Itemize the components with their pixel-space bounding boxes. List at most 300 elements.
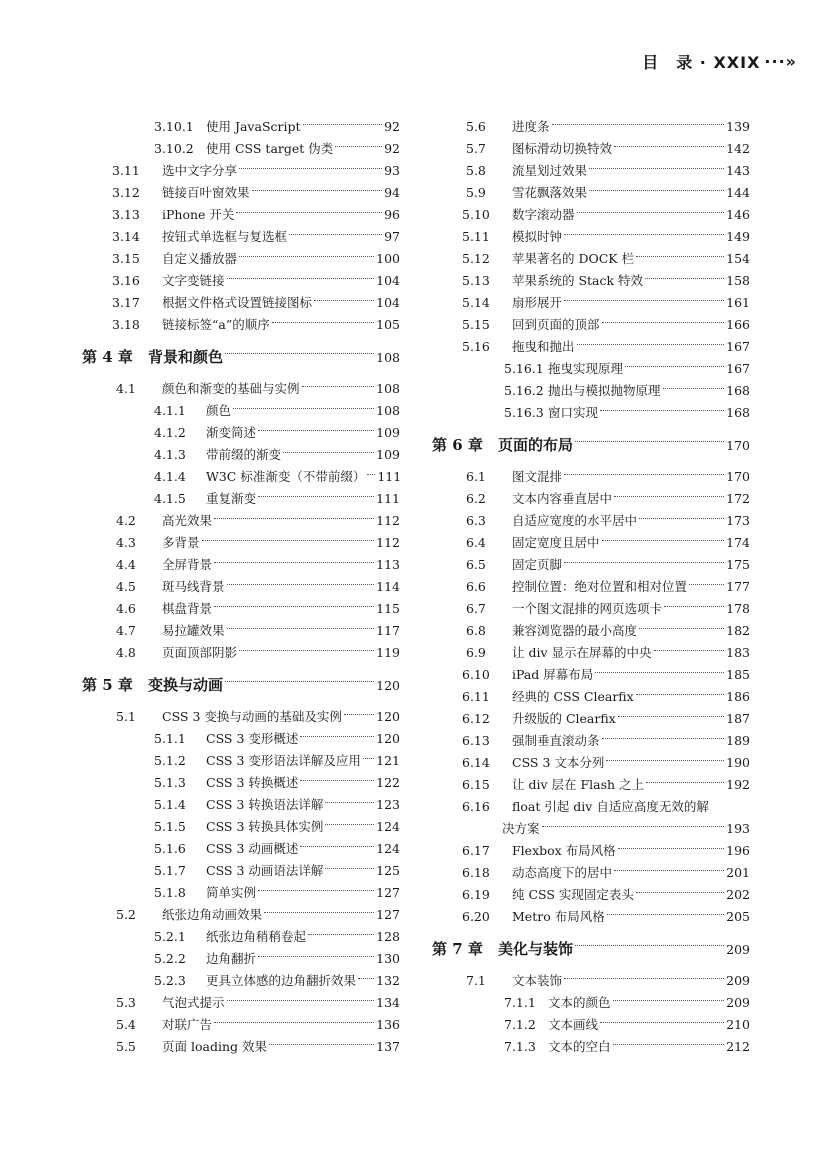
leader-dots	[636, 892, 724, 893]
toc-entry-title: CSS 3 动画语法详解	[206, 863, 324, 878]
toc-entry-title: 文本装饰	[512, 973, 563, 988]
toc-entry	[432, 992, 750, 1014]
toc-entry-number: 6.4	[466, 535, 486, 550]
toc-entry-page: 186	[726, 689, 750, 704]
leader-dots	[618, 848, 724, 849]
toc-entry-page: 120	[376, 709, 400, 724]
toc-entry	[82, 138, 400, 160]
toc-entry-page: 115	[376, 601, 400, 616]
leader-dots	[252, 190, 383, 191]
toc-entry-title: 让 div 显示在屏幕的中央	[512, 645, 652, 660]
toc-entry	[432, 906, 750, 928]
toc-entry-number: 6.6	[466, 579, 486, 594]
leader-dots	[269, 1044, 374, 1045]
toc-entry	[82, 882, 400, 904]
toc-entry-number: 4.5	[116, 579, 136, 594]
toc-entry-page: 108	[376, 381, 400, 396]
toc-entry-number: 5.1.2	[154, 753, 186, 768]
toc-entry-title: Flexbox 布局风格	[512, 843, 616, 858]
toc-entry-title: Metro 布局风格	[512, 909, 605, 924]
leader-dots	[236, 212, 382, 213]
toc-entry	[432, 840, 750, 862]
toc-entry-number: 4.1.5	[154, 491, 186, 506]
toc-entry	[82, 116, 400, 138]
toc-entry-page: 192	[726, 777, 750, 792]
toc-entry-number: 5.3	[116, 995, 136, 1010]
toc-entry-page: 125	[376, 863, 400, 878]
toc-entry-title: 强制垂直滚动条	[512, 733, 600, 748]
toc-entry	[432, 576, 750, 598]
toc-entry-number: 4.1.4	[154, 469, 186, 484]
toc-entry-number: 5.1.8	[154, 885, 186, 900]
toc-entry-page: 136	[376, 1017, 400, 1032]
toc-entry	[82, 510, 400, 532]
toc-entry-number: 6.10	[462, 667, 490, 682]
toc-entry-title: CSS 3 转换语法详解	[206, 797, 324, 812]
toc-entry-page: 123	[376, 797, 400, 812]
toc-entry	[82, 314, 400, 336]
toc-entry-title: 文本的颜色	[548, 995, 611, 1010]
toc-entry-title: 页面 loading 效果	[162, 1039, 267, 1054]
toc-entry-title: 一个图文混排的网页选项卡	[512, 601, 663, 616]
leader-dots	[614, 870, 724, 871]
leader-dots	[335, 146, 382, 147]
leader-dots	[577, 212, 725, 213]
leader-dots	[367, 474, 375, 475]
toc-entry	[82, 838, 400, 860]
toc-entry	[432, 1014, 750, 1036]
toc-entry	[432, 862, 750, 884]
toc-entry-page: 161	[726, 295, 750, 310]
toc-entry-title: 图文混排	[512, 469, 563, 484]
toc-entry-page: 146	[726, 207, 750, 222]
toc-entry-title: 纸张边角稍稍卷起	[206, 929, 307, 944]
toc-entry-number: 6.7	[466, 601, 486, 616]
toc-entry-page: 97	[384, 229, 400, 244]
leader-dots	[639, 518, 724, 519]
toc-entry-title: 自适应宽度的水平居中	[512, 513, 638, 528]
toc-entry-title: 渐变简述	[206, 425, 257, 440]
toc-entry-title: 动态高度下的居中	[512, 865, 613, 880]
toc-entry-number: 3.15	[112, 251, 140, 266]
toc-entry-page: 119	[376, 645, 400, 660]
arrow-icon: ···»	[764, 52, 797, 71]
leader-dots	[636, 694, 724, 695]
toc-entry-page: 120	[376, 678, 400, 693]
toc-entry-page: 105	[376, 317, 400, 332]
toc-entry-page: 175	[726, 557, 750, 572]
leader-dots	[344, 714, 374, 715]
toc-entry	[432, 226, 750, 248]
toc-entry-number: 3.10.2	[154, 141, 194, 156]
toc-entry-title: 雪花飘落效果	[512, 185, 588, 200]
toc-chapter	[432, 430, 750, 460]
leader-dots	[613, 1044, 725, 1045]
toc-entry-number: 6.15	[462, 777, 490, 792]
leader-dots	[606, 760, 724, 761]
leader-dots	[258, 430, 374, 431]
leader-dots	[664, 606, 724, 607]
leader-dots	[363, 758, 374, 759]
toc-entry	[432, 380, 750, 402]
toc-entry-number: 5.1.5	[154, 819, 186, 834]
toc-entry	[432, 336, 750, 358]
header-text: 目 录 · XXIX	[642, 53, 761, 72]
toc-entry	[82, 466, 400, 488]
toc-entry	[82, 444, 400, 466]
leader-dots	[600, 1022, 724, 1023]
leader-dots	[300, 780, 374, 781]
toc-entry-number: 5.1.3	[154, 775, 186, 790]
leader-dots	[258, 956, 374, 957]
leader-dots	[564, 978, 724, 979]
leader-dots	[227, 628, 375, 629]
toc-entry-title: 文字变链接	[162, 273, 225, 288]
toc-entry-page: 104	[376, 295, 400, 310]
toc-entry-number: 3.17	[112, 295, 140, 310]
toc-entry-page: 113	[376, 557, 400, 572]
toc-entry-title: iPad 屏幕布局	[512, 667, 594, 682]
toc-entry-title: 扇形展开	[512, 295, 563, 310]
toc-entry	[82, 182, 400, 204]
toc-entry-page: 109	[376, 447, 400, 462]
leader-dots	[300, 846, 374, 847]
toc-entry-number: 4.8	[116, 645, 136, 660]
toc-entry-title: CSS 3 转换具体实例	[206, 819, 324, 834]
toc-entry-number: 5.12	[462, 251, 490, 266]
toc-entry-title: 链接标签“a”的顺序	[162, 317, 270, 332]
toc-entry	[432, 314, 750, 336]
toc-entry-number: 5.6	[466, 119, 486, 134]
toc-entry-title: CSS 3 文本分列	[512, 755, 605, 770]
toc-entry-page: 173	[726, 513, 750, 528]
leader-dots	[689, 584, 724, 585]
toc-entry-number: 6.19	[462, 887, 490, 902]
toc-entry	[82, 642, 400, 664]
toc-entry-title-cont: 决方案	[502, 821, 540, 836]
toc-entry-title: 纯 CSS 实现固定表头	[512, 887, 634, 902]
toc-entry-title: 控制位置：绝对位置和相对位置	[512, 579, 688, 594]
toc-entry-title: 页面顶部阴影	[162, 645, 238, 660]
toc-entry-number: 5.16	[462, 339, 490, 354]
toc-entry-number: 5.1	[116, 709, 136, 724]
toc-entry	[82, 706, 400, 728]
toc-entry-title: 使用 JavaScript	[206, 119, 301, 134]
toc-entry-page: 100	[376, 251, 400, 266]
toc-entry	[82, 904, 400, 926]
toc-entry	[432, 774, 750, 796]
leader-dots	[325, 824, 374, 825]
toc-entry-number: 6.9	[466, 645, 486, 660]
leader-dots	[308, 934, 374, 935]
toc-entry-number: 4.1.2	[154, 425, 186, 440]
toc-entry-number: 5.4	[116, 1017, 136, 1032]
toc-entry-title: 拖曳实现原理	[548, 361, 624, 376]
toc-entry-title: 窗口实现	[548, 405, 599, 420]
toc-entry-number: 4.2	[116, 513, 136, 528]
toc-entry-number: 3.10.1	[154, 119, 194, 134]
toc-entry-number: 5.9	[466, 185, 486, 200]
toc-entry-number: 5.15	[462, 317, 490, 332]
toc-entry-title: 固定页脚	[512, 557, 563, 572]
toc-entry-page: 112	[376, 513, 400, 528]
toc-entry-number: 5.2.1	[154, 929, 186, 944]
toc-entry	[82, 378, 400, 400]
toc-entry-page: 104	[376, 273, 400, 288]
toc-entry	[82, 422, 400, 444]
leader-dots	[636, 256, 724, 257]
toc-entry-title: 气泡式提示	[162, 995, 225, 1010]
toc-entry	[82, 576, 400, 598]
toc-entry	[432, 752, 750, 774]
toc-entry-number: 5.1.1	[154, 731, 186, 746]
toc-entry-page: 122	[376, 775, 400, 790]
toc-entry	[82, 292, 400, 314]
toc-entry	[82, 400, 400, 422]
toc-entry	[432, 488, 750, 510]
toc-entry-title: 固定宽度且居中	[512, 535, 600, 550]
toc-entry	[82, 992, 400, 1014]
toc-entry-number: 第 6 章	[432, 436, 483, 454]
toc-entry-number: 6.14	[462, 755, 490, 770]
toc-entry-number: 6.3	[466, 513, 486, 528]
toc-entry-page: 168	[726, 383, 750, 398]
toc-entry-number: 第 5 章	[82, 676, 133, 694]
toc-entry-title: CSS 3 变换与动画的基础及实例	[162, 709, 342, 724]
toc-entry-number: 第 4 章	[82, 348, 133, 366]
leader-dots	[646, 782, 724, 783]
toc-entry-title: 拖曳和抛出	[512, 339, 575, 354]
toc-entry-number: 6.12	[462, 711, 490, 726]
toc-entry	[432, 270, 750, 292]
toc-entry-page: 142	[726, 141, 750, 156]
leader-dots	[272, 322, 374, 323]
toc-entry-title: 根据文件格式设置链接图标	[162, 295, 313, 310]
toc-entry-title: CSS 3 变形概述	[206, 731, 299, 746]
toc-entry-number: 6.1	[466, 469, 486, 484]
toc-entry-title: 苹果系统的 Stack 特效	[512, 273, 644, 288]
leader-dots	[314, 300, 374, 301]
toc-entry-number: 6.20	[462, 909, 490, 924]
toc-entry-page: 127	[376, 907, 400, 922]
toc-entry	[432, 248, 750, 270]
toc-entry-title: 易拉罐效果	[162, 623, 225, 638]
toc-entry-page: 134	[376, 995, 400, 1010]
toc-entry-title: 兼容浏览器的最小高度	[512, 623, 638, 638]
toc-entry	[82, 160, 400, 182]
toc-entry-page: 111	[376, 491, 400, 506]
toc-entry-number: 4.1	[116, 381, 136, 396]
toc-entry-number: 4.1.1	[154, 403, 186, 418]
toc-entry	[82, 970, 400, 992]
toc-entry-page: 209	[726, 942, 750, 957]
toc-entry	[82, 248, 400, 270]
toc-entry	[432, 402, 750, 424]
toc-entry	[432, 292, 750, 314]
toc-entry	[82, 750, 400, 772]
toc-entry-title: CSS 3 变形语法详解及应用	[206, 753, 361, 768]
toc-entry-number: 4.1.3	[154, 447, 186, 462]
toc-entry-page: 114	[376, 579, 400, 594]
toc-entry-title: 页面的布局	[498, 436, 574, 454]
toc-entry-page: 190	[726, 755, 750, 770]
toc-entry-number: 5.2	[116, 907, 136, 922]
toc-entry-number: 6.16	[462, 799, 490, 814]
toc-entry-page: 109	[376, 425, 400, 440]
toc-entry-page: 92	[384, 119, 400, 134]
toc-entry-title: 模拟时钟	[512, 229, 563, 244]
toc-entry	[82, 554, 400, 576]
toc-entry-number: 5.1.6	[154, 841, 186, 856]
toc-entry-title: 图标滑动切换特效	[512, 141, 613, 156]
toc-entry-number: 6.8	[466, 623, 486, 638]
leader-dots	[602, 322, 725, 323]
toc-entry-page: 127	[376, 885, 400, 900]
toc-right-column	[432, 116, 750, 1058]
toc-entry-page: 120	[376, 731, 400, 746]
toc-entry-page: 96	[384, 207, 400, 222]
leader-dots	[283, 452, 374, 453]
toc-entry-number: 4.4	[116, 557, 136, 572]
toc-entry-title: float 引起 div 自适应高度无效的解	[512, 799, 709, 814]
leader-dots	[214, 518, 374, 519]
toc-entry-number: 5.2.2	[154, 951, 186, 966]
leader-dots	[303, 124, 383, 125]
toc-entry-number: 3.13	[112, 207, 140, 222]
toc-entry-page: 185	[726, 667, 750, 682]
toc-entry-number: 5.8	[466, 163, 486, 178]
toc-entry-title: 颜色和渐变的基础与实例	[162, 381, 300, 396]
toc-entry-number: 5.16.1	[504, 361, 544, 376]
toc-entry-page: 209	[726, 995, 750, 1010]
toc-entry	[82, 816, 400, 838]
leader-dots	[302, 386, 375, 387]
toc-entry	[432, 642, 750, 664]
page-header	[642, 50, 797, 73]
leader-dots	[564, 234, 724, 235]
leader-dots	[225, 353, 374, 354]
toc-entry-number: 7.1.3	[504, 1039, 536, 1054]
toc-entry	[432, 708, 750, 730]
leader-dots	[613, 1000, 725, 1001]
toc-entry-number: 第 7 章	[432, 940, 483, 958]
toc-entry	[432, 730, 750, 752]
leader-dots	[602, 738, 725, 739]
leader-dots	[214, 1022, 374, 1023]
leader-dots	[600, 410, 724, 411]
leader-dots	[575, 441, 724, 442]
toc-entry-title: 抛出与模拟抛物原理	[548, 383, 661, 398]
leader-dots	[239, 168, 382, 169]
toc-entry	[432, 796, 750, 818]
leader-dots	[227, 584, 375, 585]
toc-entry-title: iPhone 开关	[162, 207, 235, 222]
toc-entry-number: 5.1.7	[154, 863, 186, 878]
toc-entry-title: 流星划过效果	[512, 163, 588, 178]
toc-entry-page: 178	[726, 601, 750, 616]
toc-entry-number: 5.5	[116, 1039, 136, 1054]
toc-entry-number: 3.14	[112, 229, 140, 244]
leader-dots	[225, 681, 374, 682]
leader-dots	[325, 802, 374, 803]
toc-entry-page: 121	[376, 753, 400, 768]
toc-entry-page: 168	[726, 405, 750, 420]
toc-entry-title: 背景和颜色	[148, 348, 224, 366]
toc-entry	[82, 620, 400, 642]
leader-dots	[258, 890, 374, 891]
toc-entry-title: 斑马线背景	[162, 579, 225, 594]
toc-entry-number: 6.17	[462, 843, 490, 858]
toc-entry-page: 172	[726, 491, 750, 506]
toc-entry-title: 使用 CSS target 伪类	[206, 141, 334, 156]
toc-entry-title: 文本内容垂直居中	[512, 491, 613, 506]
leader-dots	[575, 945, 724, 946]
toc-entry-page: 117	[376, 623, 400, 638]
toc-chapter	[82, 342, 400, 372]
toc-entry-number: 5.11	[462, 229, 490, 244]
leader-dots	[258, 496, 374, 497]
leader-dots	[654, 650, 725, 651]
toc-entry-page: 124	[376, 819, 400, 834]
toc-entry-number: 3.18	[112, 317, 140, 332]
leader-dots	[595, 672, 724, 673]
toc-entry-page: 158	[726, 273, 750, 288]
toc-entry	[82, 860, 400, 882]
toc-entry-page: 174	[726, 535, 750, 550]
toc-entry-number: 5.13	[462, 273, 490, 288]
toc-entry-number: 5.7	[466, 141, 486, 156]
toc-entry	[432, 664, 750, 686]
toc-entry-page: 143	[726, 163, 750, 178]
toc-entry-number: 6.13	[462, 733, 490, 748]
leader-dots	[564, 474, 724, 475]
leader-dots	[564, 562, 724, 563]
toc-entry	[82, 532, 400, 554]
toc-entry	[432, 204, 750, 226]
toc-entry-page: 210	[726, 1017, 750, 1032]
toc-entry-number: 5.2.3	[154, 973, 186, 988]
toc-entry-page: 154	[726, 251, 750, 266]
toc-entry-number: 5.1.4	[154, 797, 186, 812]
toc-entry	[432, 970, 750, 992]
toc-entry-number: 6.11	[462, 689, 490, 704]
toc-entry-page: 144	[726, 185, 750, 200]
toc-entry-page: 187	[726, 711, 750, 726]
leader-dots	[589, 168, 724, 169]
leader-dots	[542, 826, 725, 827]
toc-entry	[432, 598, 750, 620]
toc-entry-page: 170	[726, 469, 750, 484]
toc-entry	[432, 160, 750, 182]
toc-entry	[432, 620, 750, 642]
toc-entry-page: 92	[384, 141, 400, 156]
leader-dots	[614, 146, 724, 147]
leader-dots	[289, 234, 382, 235]
toc-entry-page: 209	[726, 973, 750, 988]
leader-dots	[202, 540, 375, 541]
leader-dots	[614, 496, 724, 497]
toc-entry-title: 链接百叶窗效果	[162, 185, 250, 200]
toc-entry-title: 让 div 层在 Flash 之上	[512, 777, 645, 792]
toc-entry-number: 5.14	[462, 295, 490, 310]
toc-entry	[82, 948, 400, 970]
toc-entry	[82, 926, 400, 948]
toc-entry	[82, 728, 400, 750]
toc-entry	[82, 226, 400, 248]
toc-entry-number: 6.5	[466, 557, 486, 572]
toc-entry-title: 对联广告	[162, 1017, 213, 1032]
toc-entry-number: 4.6	[116, 601, 136, 616]
